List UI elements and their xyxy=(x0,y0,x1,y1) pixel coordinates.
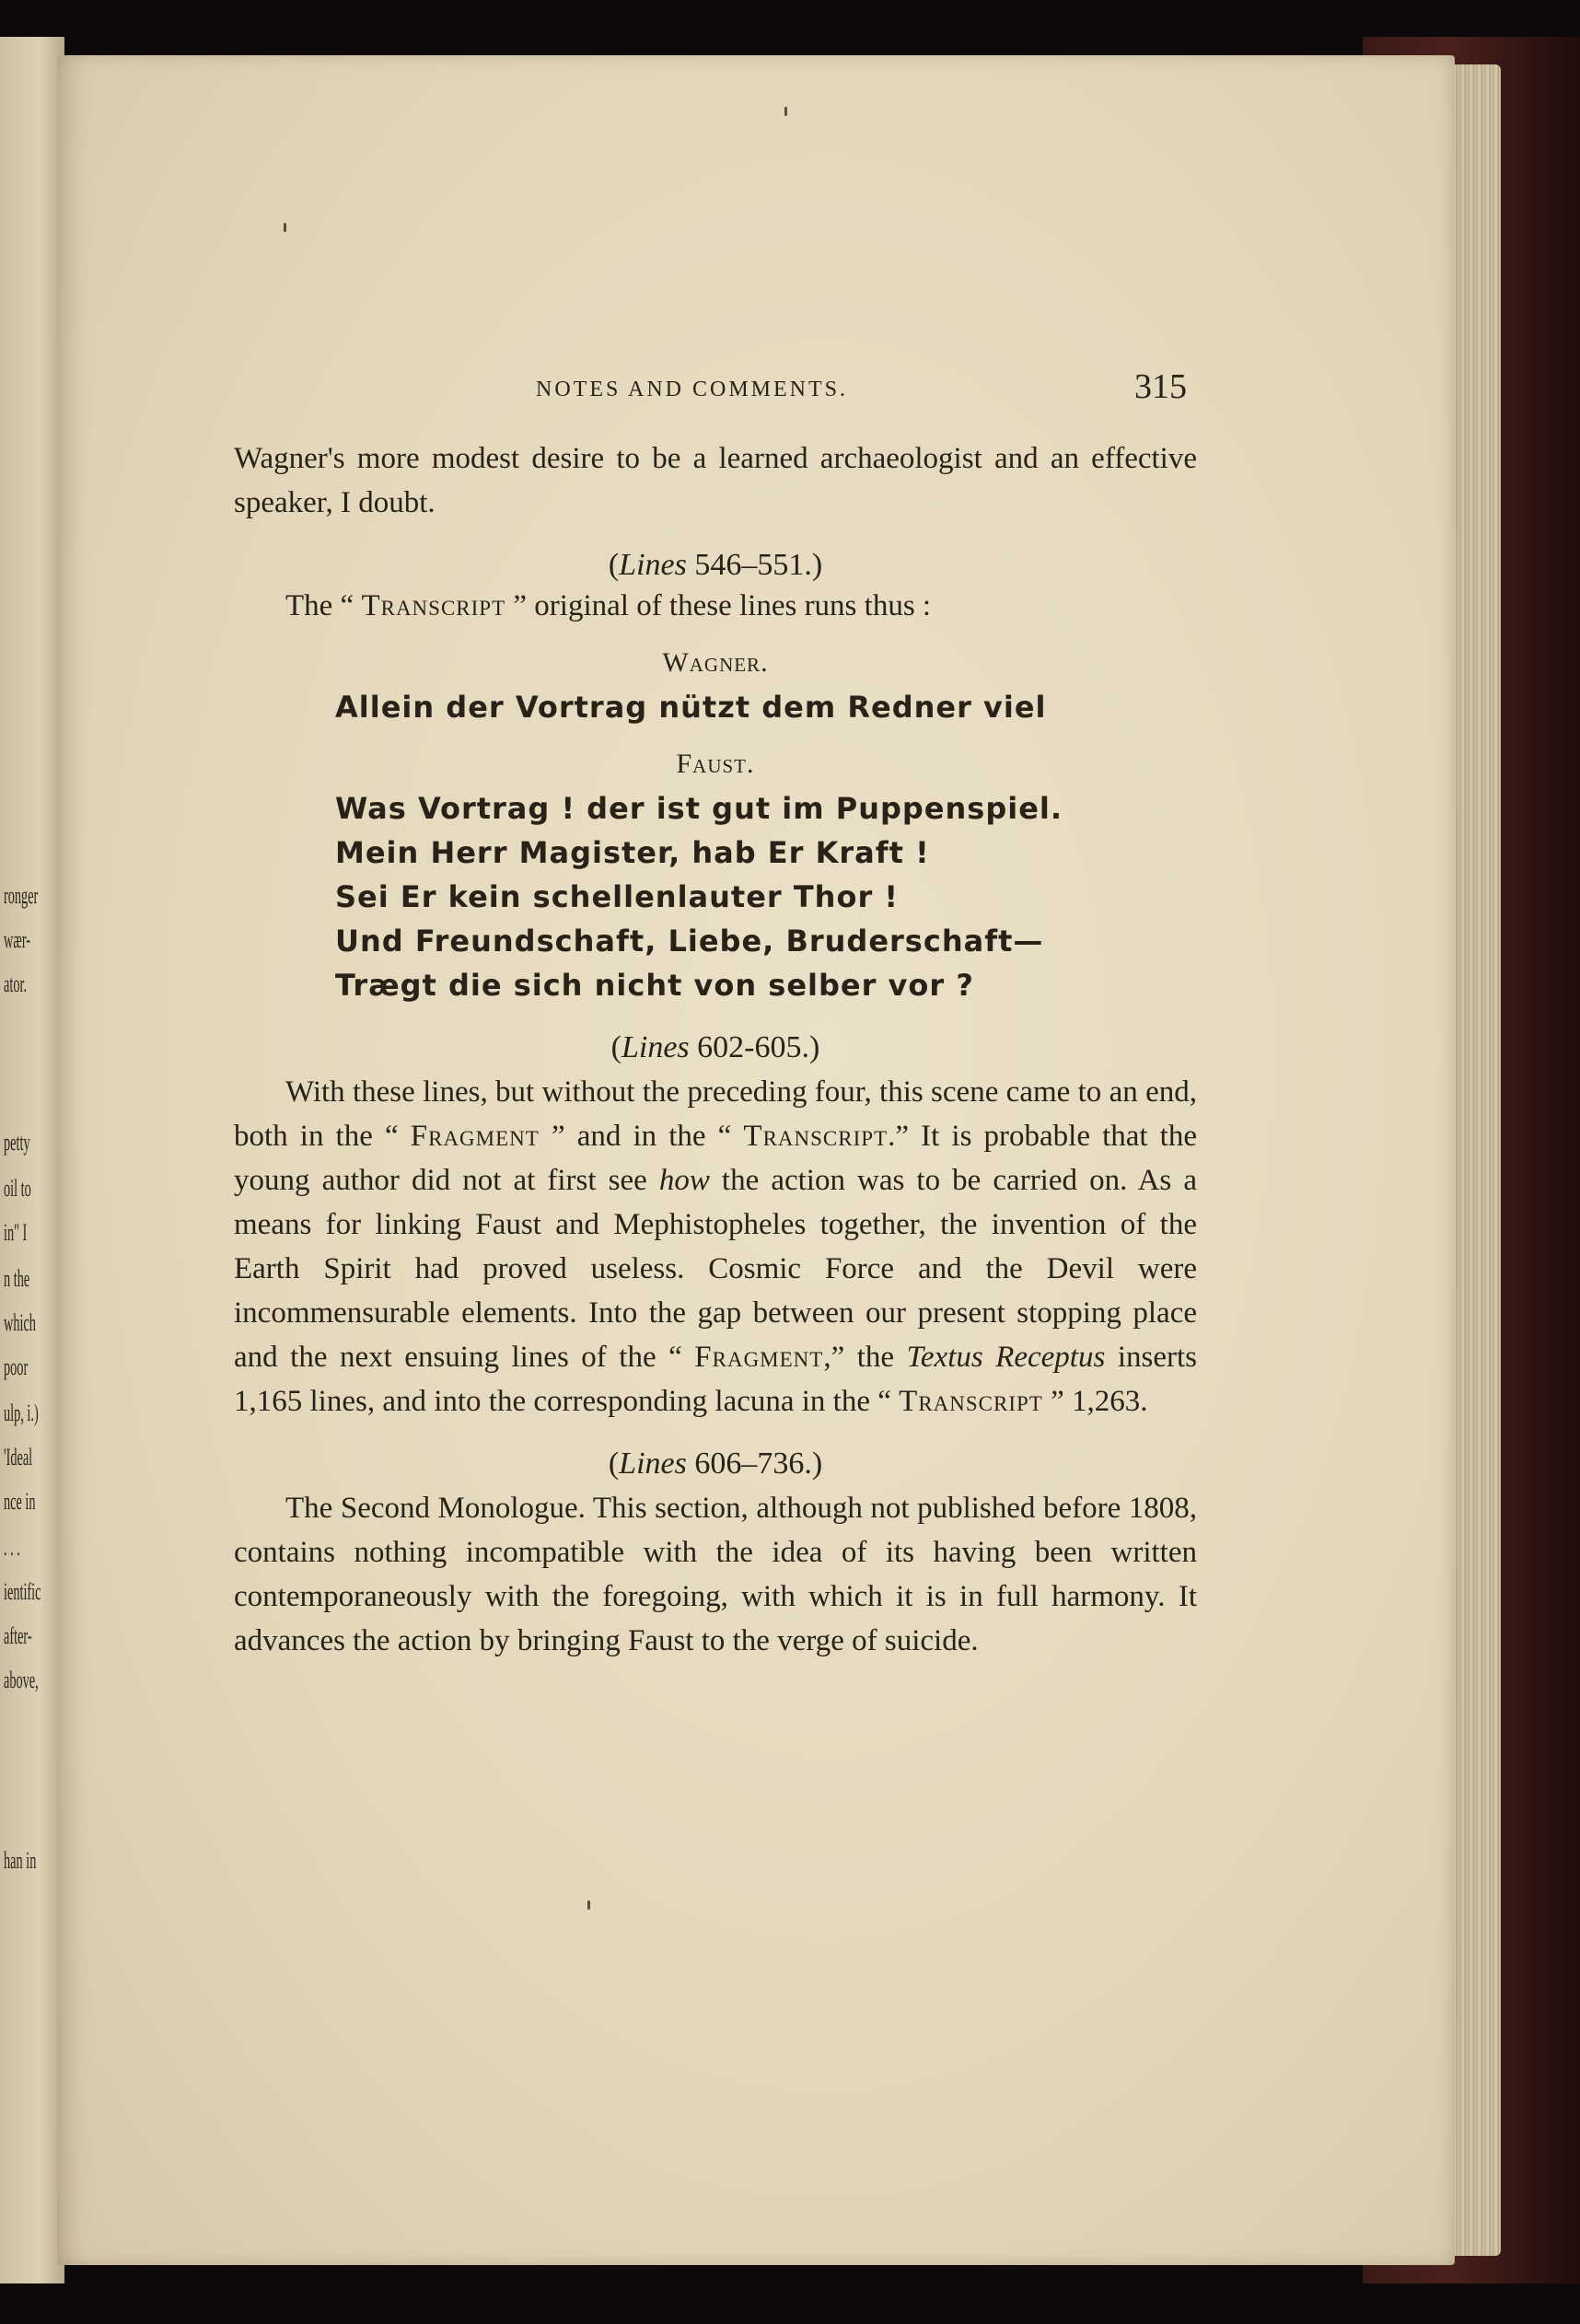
verse-line: Sei Er kein schellenlauter Thor ! xyxy=(335,879,899,914)
paragraph-continuation: Wagner's more modest desire to be a learned archaeologist and an effective speaker, I doubt. xyxy=(234,442,1197,519)
running-head: NOTES AND COMMENTS. xyxy=(536,378,849,401)
section-heading-606-736: (Lines 606–736.) xyxy=(608,1447,823,1481)
paper-fleck xyxy=(784,107,787,116)
left-margin-fragment: nce in xyxy=(4,1488,36,1515)
text-run: ,” the xyxy=(823,1341,907,1374)
text-run: the action was to be carried on. As a means for linking Faust and Mephistopheles together, the invention of the Earth Spirit had proved useless. Cosmic Force and the Devil were incommensurable elements. Into the gap between our present stopping place and the next ensuing lines of the “ xyxy=(234,1164,1197,1374)
italic-term: Textus Receptus xyxy=(906,1341,1106,1374)
heading-lines-label: Lines xyxy=(621,1030,690,1064)
left-margin-fragment: which xyxy=(4,1309,36,1336)
left-margin-fragment: ator. xyxy=(4,970,28,997)
heading-lines-label: Lines xyxy=(619,548,687,582)
left-margin-fragment: ientific xyxy=(4,1578,41,1605)
speaker-wagner xyxy=(234,641,1197,685)
text-run: ” and in the “ xyxy=(539,1120,744,1153)
text-run: .” It is probable that the young author did not at first see xyxy=(234,1120,1197,1197)
left-margin-fragment: wær- xyxy=(4,926,31,953)
verse-line: Allein der Vortrag nützt dem Redner viel xyxy=(335,690,1047,725)
italic-term: how xyxy=(658,1164,710,1197)
left-margin-fragment: ronger xyxy=(4,882,39,909)
left-margin-fragment: ulp, i.) xyxy=(4,1400,39,1426)
left-margin-fragment: above, xyxy=(4,1667,39,1693)
left-margin-fragment: n the xyxy=(4,1265,30,1292)
left-margin-fragment: oil to xyxy=(4,1175,31,1202)
paragraph-second-monologue: The Second Monologue. This section, although not published before 1808, contains nothing incompatible with the idea of its having been written contemporaneously with the foregoing, with which it is in full harmony. It advances the action by bringing Faust to the verge of suicide. xyxy=(234,1492,1197,1657)
section-heading-546-551: (Lines 546–551.) xyxy=(608,548,823,582)
section-heading-602-605: (Lines 602-605.) xyxy=(610,1030,820,1064)
left-margin-fragment: 'Ideal xyxy=(4,1444,33,1470)
left-margin-fragment: . . . xyxy=(4,1534,20,1561)
left-margin-fragment: in" I xyxy=(4,1219,28,1246)
speaker-faust xyxy=(234,742,1197,786)
text-run: The “ xyxy=(285,589,362,622)
heading-lines-label: Lines xyxy=(619,1447,687,1481)
speaker-name: Faust. xyxy=(676,749,755,779)
heading-line-numbers: 602-605.) xyxy=(689,1030,820,1064)
left-margin-fragment: poor xyxy=(4,1354,29,1380)
left-margin-fragment: petty xyxy=(4,1129,30,1156)
text-run: ” 1,263. xyxy=(1042,1385,1148,1418)
paper-fleck xyxy=(284,223,286,232)
book-page xyxy=(57,55,1455,2265)
speaker-name: Wagner. xyxy=(662,647,769,678)
verse-line: Und Freundschaft, Liebe, Bruderschaft— xyxy=(335,924,1044,959)
heading-line-numbers: 606–736.) xyxy=(686,1447,823,1481)
paragraph-scene-end xyxy=(234,1070,1197,1423)
left-margin-fragment: han in xyxy=(4,1847,37,1874)
paper-fleck xyxy=(587,1900,590,1910)
page-number: 315 xyxy=(1134,367,1187,406)
left-margin-fragment: after- xyxy=(4,1622,32,1649)
text-run: inserts 1,165 lines, and into the corresponding lacuna in the “ xyxy=(234,1341,1197,1418)
text-run: With these lines, but without the preceding four, this scene came to an end, both in the “ xyxy=(234,1075,1197,1153)
transcript-intro xyxy=(234,584,1197,628)
small-caps-term: Fragment xyxy=(410,1120,540,1153)
left-page xyxy=(0,37,64,2283)
small-caps-term: Transcript xyxy=(899,1385,1043,1418)
verse-line: Trægt die sich nicht von selber vor ? xyxy=(335,968,974,1003)
small-caps-term: Fragment xyxy=(694,1341,824,1374)
verse-line: Was Vortrag ! der ist gut im Puppenspiel. xyxy=(335,791,1063,826)
verse-line: Mein Herr Magister, hab Er Kraft ! xyxy=(335,835,930,870)
heading-line-numbers: 546–551.) xyxy=(686,548,823,582)
small-caps-term: Transcript xyxy=(743,1120,889,1153)
small-caps-term: Transcript xyxy=(361,589,506,622)
body-text xyxy=(234,436,1197,1663)
text-run: ” original of these lines runs thus : xyxy=(505,589,932,622)
